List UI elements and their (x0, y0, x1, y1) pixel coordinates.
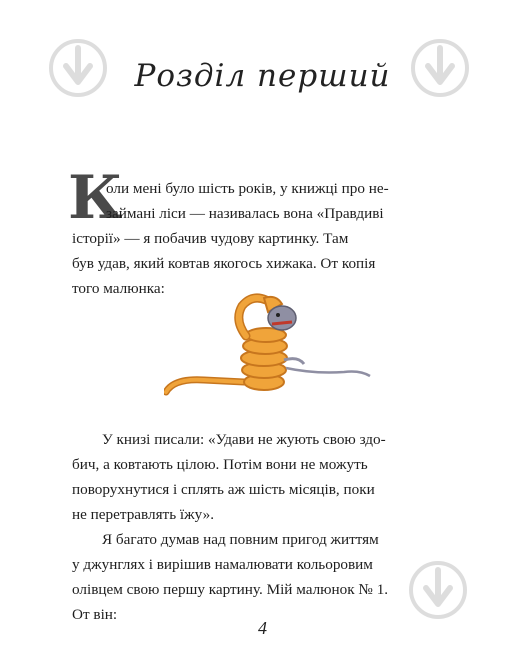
text-line: оли мені було шість років, у книжці про не- (106, 180, 389, 197)
text-line: олівцем свою першу картину. Мій малюнок № 1. (72, 581, 389, 598)
page-number: 4 (258, 618, 267, 638)
text-line: бич, а ковтають цілою. Потім вони не можуть (72, 456, 368, 473)
text-line: займані ліси — називалась вона «Правдиві (106, 205, 384, 222)
paragraph-2 (72, 427, 462, 627)
boa-swallowing-animal-illustration (164, 290, 374, 410)
text-line: був удав, який ковтав якогось хижака. От копія (72, 255, 376, 272)
paragraph-1 (72, 176, 462, 301)
text-line: історії» — я побачив чудову картинку. Там (72, 230, 349, 247)
chapter-title: Розділ перший (134, 58, 391, 94)
text-line: От він: (72, 606, 118, 623)
text-line: у джунглях і вирішив намалювати кольоровим (72, 556, 373, 573)
text-line: У книзі писали: «Удави не жують свою здо- (102, 431, 386, 448)
text-line: Я багато думав над повним пригод життям (102, 531, 379, 548)
text-line: того малюнка: (72, 280, 165, 297)
text-line: поворухнутися і сплять аж шість місяців, поки (72, 481, 375, 498)
text-line: не перетравлять їжу». (72, 506, 214, 523)
drop-cap: К (68, 163, 123, 233)
